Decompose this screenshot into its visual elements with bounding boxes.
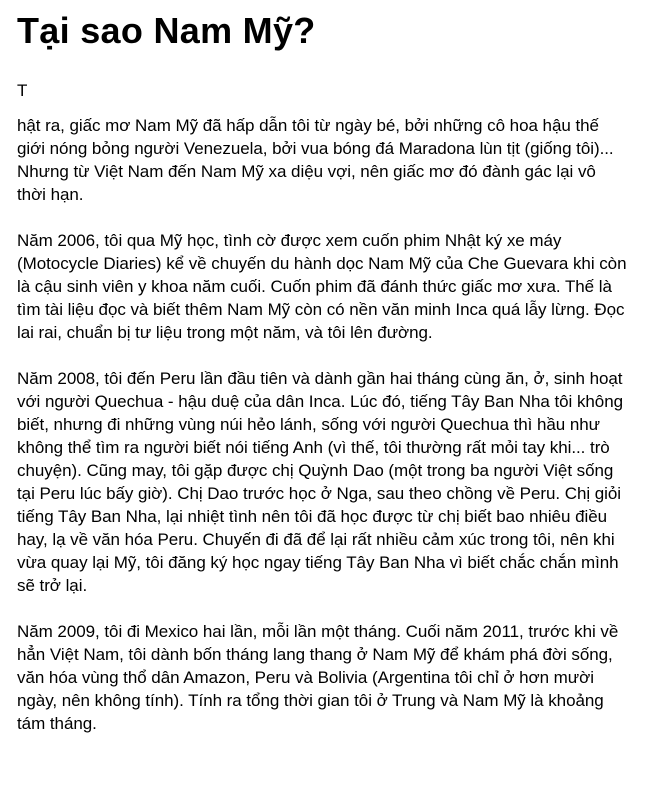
paragraph-2009: Năm 2009, tôi đi Mexico hai lần, mỗi lần một tháng. Cuối năm 2011, trước khi về hẳn Việt Nam, tôi dành bốn tháng lang thang ở Nam Mỹ để khám phá đời sống, văn hóa vùng thổ dân Amazon, Peru và Bolivia (Argentina tôi chỉ ở hơn mười ngày, nên không tính). Tính ra tổng thời gian tôi ở Trung và Nam Mỹ là khoảng tám tháng. (17, 622, 619, 733)
paragraph-2006: Năm 2006, tôi qua Mỹ học, tình cờ được xem cuốn phim Nhật ký xe máy (Motocycle Diaries) kể về chuyến du hành dọc Nam Mỹ của Che Guevara khi còn là cậu sinh viên y khoa năm cuối. Cuốn phim đã đánh thức giấc mơ xưa. Thế là tìm tài liệu đọc và biết thêm Nam Mỹ còn có nền văn minh Inca quá lẫy lừng. Đọc lai rai, chuẩn bị tư liệu trong một năm, và tôi lên đường. (17, 231, 627, 342)
article-title: Tại sao Nam Mỹ? (17, 10, 316, 51)
drop-cap-letter: T (17, 81, 28, 100)
article (17, 0, 627, 735)
paragraph-childhood-dream: hật ra, giấc mơ Nam Mỹ đã hấp dẫn tôi từ ngày bé, bởi những cô hoa hậu thế giới nóng bỏng người Venezuela, bởi vua bóng đá Maradona lùn tịt (giống tôi)... Nhưng từ Việt Nam đến Nam Mỹ xa diệu vợi, nên giấc mơ đó đành gác lại vô thời hạn. (17, 116, 614, 204)
paragraph-2008: Năm 2008, tôi đến Peru lần đầu tiên và dành gần hai tháng cùng ăn, ở, sinh hoạt với người Quechua - hậu duệ của dân Inca. Lúc đó, tiếng Tây Ban Nha tôi không biết, nhưng đi những vùng núi hẻo lánh, sống với người Quechua thì hầu như không thể tìm ra người biết nói tiếng Anh (vì thế, tôi thường rất mỏi tay khi... trò chuyện). Cũng may, tôi gặp được chị Quỳnh Dao (một trong ba người Việt sống tại Peru lúc bấy giờ). Chị Dao trước học ở Nga, sau theo chồng về Peru. Chị giỏi tiếng Tây Ban Nha, lại nhiệt tình nên tôi đã học được từ chị biết bao nhiêu điều hay, lạ về văn hóa Peru. Chuyến đi đã để lại rất nhiều cảm xúc trong tôi, nên khi vừa quay lại Mỹ, tôi đăng ký học ngay tiếng Tây Ban Nha vì biết chắc chắn mình sẽ trở lại. (17, 369, 624, 595)
